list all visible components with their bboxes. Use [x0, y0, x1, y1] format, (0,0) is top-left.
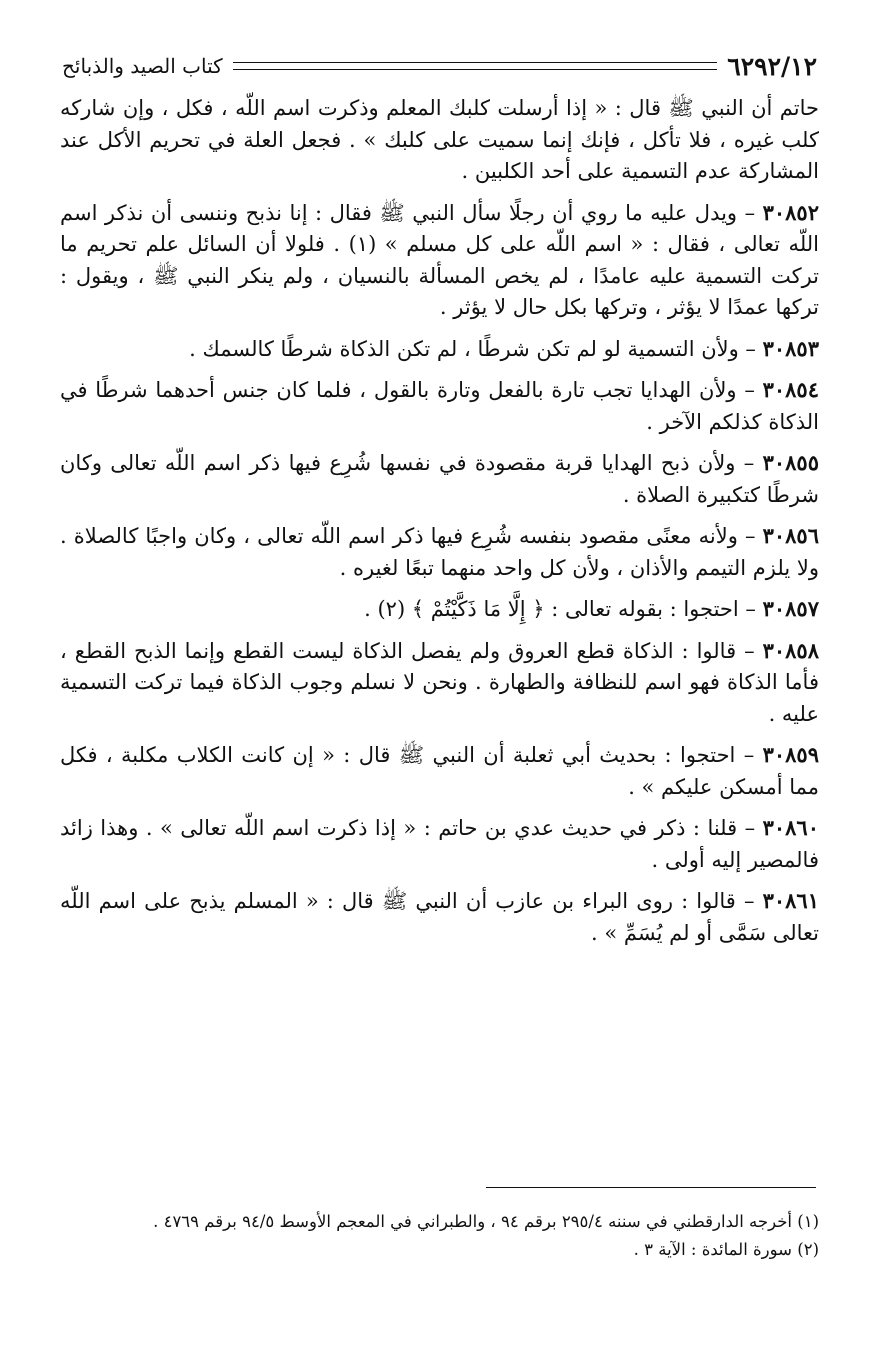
paragraph [60, 520, 819, 584]
paragraph-number: ٣٠٨٥٥ [762, 450, 819, 475]
paragraph [60, 374, 819, 438]
paragraph-number: ٣٠٨٥٤ [762, 377, 819, 402]
page-header [62, 46, 817, 86]
paragraph-text: – ويدل عليه ما روي أن رجلًا سأل النبي ﷺ فقال : إنا نذبح وننسى أن نذكر اسم اللّه تعالى ، فقال : « اسم اللّه على كل مسلم » (١) . فلولا أن السائل علم تحريم ما تركت التسمية عليه عامدًا ، لم يخص المسألة بالنسيان ، ولم ينكر النبي ﷺ ، ويقول : تركها عمدًا لا يؤثر ، وتركها بكل حال لا يؤثر . [60, 200, 820, 319]
footnote: (١) أخرجه الدارقطني في سننه ٢٩٥/٤ برقم ٩٤ ، والطبراني في المعجم الأوسط ٩٤/٥ برقم ٤٧٦٩ . [153, 1212, 819, 1231]
paragraph-text: – احتجوا : بحديث أبي ثعلبة أن النبي ﷺ قال : « إن كانت الكلاب مكلبة ، فكل مما أمسكن عليكم » . [60, 743, 819, 799]
paragraph-text: – ولأن الهدايا تجب تارة بالفعل وتارة بالقول ، فلما كان جنس أحدهما شرطًا في الذكاة كذلكم الآخر . [60, 378, 819, 434]
page-number: ٦٢٩٢/١٢ [727, 51, 817, 81]
header-rule [233, 62, 718, 70]
paragraph [60, 635, 819, 731]
paragraph [60, 92, 819, 188]
paragraph-number: ٣٠٨٥٩ [762, 742, 819, 767]
footnotes [60, 1208, 819, 1264]
paragraph [60, 812, 819, 876]
paragraph [60, 197, 819, 324]
footnote-divider [486, 1187, 816, 1188]
paragraph-number: ٣٠٨٥٣ [762, 335, 819, 361]
paragraph-text: حاتم أن النبي ﷺ قال : « إذا أرسلت كلبك المعلم وذكرت اسم اللّه ، فكل ، وإن شاركه كلب غيره ، فلا تأكل ، فإنك إنما سميت على كلبك » . فجعل العلة في تحريم الأكل عند المشاركة عدم التسمية على أحد الكلبين . [60, 96, 819, 183]
paragraph [60, 739, 819, 803]
paragraph [60, 333, 819, 366]
paragraph [60, 885, 819, 949]
paragraph-text: – احتجوا : بقوله تعالى : ﴿ إِلَّا مَا ذَكَّيْتُمْ ﴾ (٢) . [364, 597, 763, 621]
paragraph-text: – ولأن ذبح الهدايا قربة مقصودة في نفسها شُرِع فيها ذكر اسم اللّه تعالى وكان شرطًا كتكبيرة الصلاة . [60, 451, 819, 507]
paragraph-number: ٣٠٨٥٢ [762, 199, 819, 225]
paragraph-number: ٣٠٨٦١ [762, 888, 819, 913]
book-title: كتاب الصيد والذبائح [62, 54, 223, 78]
paragraph-text: – قالوا : روى البراء بن عازب أن النبي ﷺ قال : « المسلم يذبح على اسم اللّه تعالى سَمَّى أو لم يُسَمِّ » . [60, 889, 819, 945]
footnote: (٢) سورة المائدة : الآية ٣ . [633, 1240, 819, 1259]
paragraph-number: ٣٠٨٥٦ [762, 523, 819, 548]
paragraph-text: – ولأنه معنًى مقصود بنفسه شُرِع فيها ذكر اسم اللّه تعالى ، وكان واجبًا كالصلاة . ولا يلزم التيمم والأذان ، ولأن كل واحد منهما تبعًا لغيره . [60, 524, 819, 580]
paragraph-text: – قلنا : ذكر في حديث عدي بن حاتم : « إذا ذكرت اسم اللّه تعالى » . وهذا زائد فالمصير إليه أولى . [60, 816, 819, 872]
paragraph [60, 593, 819, 626]
main-text [60, 92, 819, 958]
paragraph-number: ٣٠٨٥٧ [762, 596, 819, 621]
paragraph-text: – قالوا : الذكاة قطع العروق ولم يفصل الذكاة ليست القطع وإنما الذبح القطع ، فأما الذكاة فهو اسم للنظافة والطهارة . ونحن لا نسلم وجوب الذكاة فيما تركت التسمية عليه . [60, 638, 819, 726]
paragraph-text: – ولأن التسمية لو لم تكن شرطًا ، لم تكن الذكاة شرطًا كالسمك . [189, 336, 763, 361]
paragraph-number: ٣٠٨٦٠ [762, 815, 819, 840]
paragraph [60, 447, 819, 511]
paragraph-number: ٣٠٨٥٨ [762, 637, 819, 663]
